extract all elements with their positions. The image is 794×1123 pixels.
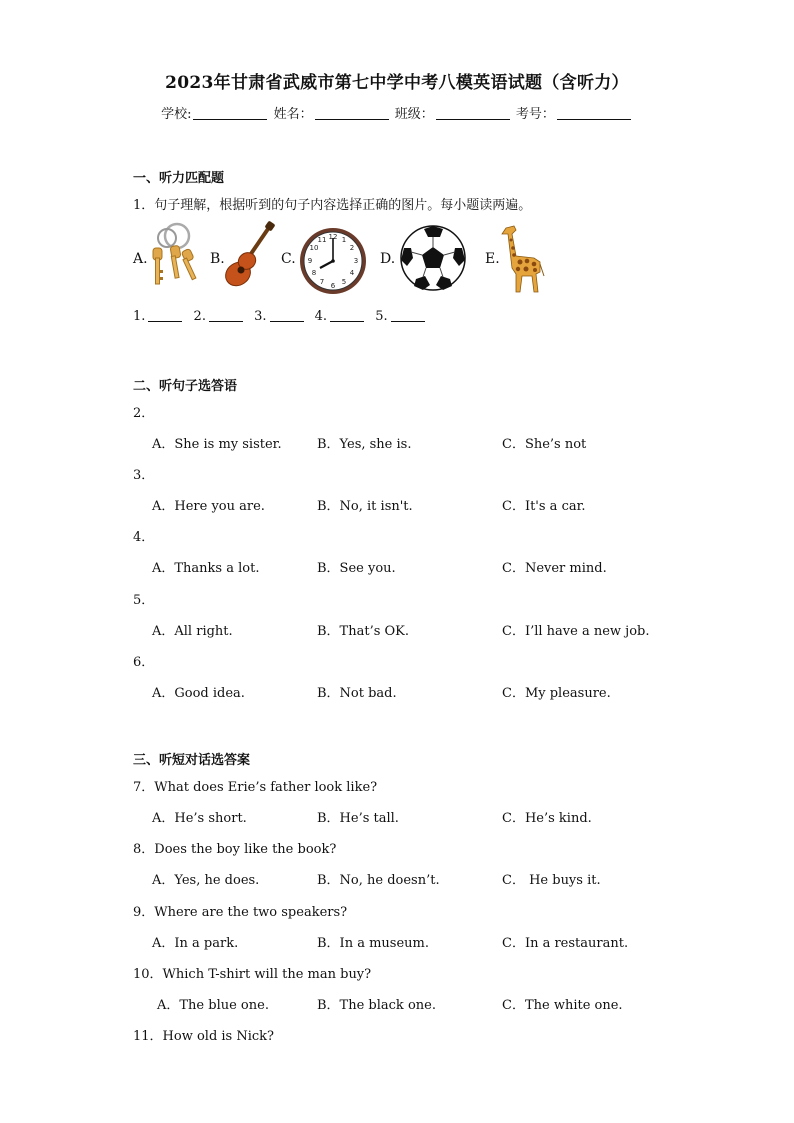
- option-c[interactable]: C．It's a car.: [502, 499, 586, 514]
- svg-text:1: 1: [341, 236, 347, 244]
- svg-text:11: 11: [317, 236, 327, 244]
- option-b[interactable]: B．See you.: [317, 561, 396, 576]
- answer-blank-5[interactable]: [391, 310, 425, 322]
- picture-letter-d: D.: [380, 251, 396, 267]
- name-blank[interactable]: [315, 107, 389, 120]
- answer-blank-1[interactable]: [148, 310, 182, 322]
- page-title: 2023年甘肃省武威市第七中学中考八模英语试题（含听力）: [165, 73, 629, 93]
- option-c[interactable]: C．My pleasure.: [502, 686, 611, 701]
- clock-icon: [298, 226, 368, 296]
- number-blank[interactable]: [557, 107, 631, 120]
- question-number: 2．: [133, 406, 155, 421]
- svg-text:12: 12: [328, 233, 338, 241]
- option-c[interactable]: C．Never mind.: [502, 561, 607, 576]
- number-label: 考号：: [515, 107, 555, 122]
- option-b[interactable]: B．In a museum.: [317, 936, 429, 951]
- option-b[interactable]: B．No, he doesn’t.: [317, 873, 440, 888]
- svg-text:8: 8: [311, 269, 317, 277]
- option-a[interactable]: A．Yes, he does.: [152, 873, 260, 888]
- question-number: 4．: [133, 530, 155, 545]
- svg-text:7: 7: [319, 278, 325, 286]
- picture-letter-a: A.: [133, 251, 148, 267]
- option-b[interactable]: B．Not bad.: [317, 686, 397, 701]
- option-c[interactable]: C．She’s not: [502, 437, 587, 452]
- svg-text:9: 9: [307, 257, 313, 265]
- class-label: 班级：: [394, 107, 434, 122]
- option-b[interactable]: B．No, it isn't.: [317, 499, 413, 514]
- option-c[interactable]: C．The white one.: [502, 998, 623, 1013]
- svg-text:5: 5: [341, 278, 347, 286]
- name-label: 姓名：: [273, 107, 313, 122]
- giraffe-icon: [496, 222, 548, 294]
- svg-text:3: 3: [353, 257, 359, 265]
- option-c[interactable]: C． He buys it.: [502, 873, 601, 888]
- guitar-icon: [222, 220, 278, 290]
- soccer-ball-icon: [399, 224, 467, 292]
- answer-blank-3[interactable]: [270, 310, 304, 322]
- school-blank[interactable]: [193, 107, 267, 120]
- question-number: 3．: [133, 468, 155, 483]
- picture-letter-b: B.: [210, 251, 225, 267]
- section-heading-2: 二、听句子选答语: [133, 379, 238, 394]
- keys-icon: [147, 220, 203, 292]
- picture-letter-c: C.: [281, 251, 296, 267]
- section-heading-1: 一、听力匹配题: [133, 171, 225, 186]
- svg-text:10: 10: [309, 244, 319, 252]
- option-a[interactable]: A．In a park.: [152, 936, 239, 951]
- option-b[interactable]: B．That’s OK.: [317, 624, 410, 639]
- answer-label-2: 2.: [193, 309, 206, 324]
- class-blank[interactable]: [436, 107, 510, 120]
- option-b[interactable]: B．Yes, she is.: [317, 437, 412, 452]
- option-b[interactable]: B．He’s tall.: [317, 811, 399, 826]
- question-number: 5．: [133, 593, 155, 608]
- student-info-line: [0, 103, 794, 122]
- question-text: 10．Which T-shirt will the man buy?: [133, 967, 372, 982]
- option-a[interactable]: A．He’s short.: [152, 811, 247, 826]
- answer-label-1: 1.: [133, 309, 146, 324]
- option-a[interactable]: A．She is my sister.: [152, 437, 282, 452]
- question-number: 6．: [133, 655, 155, 670]
- svg-text:6: 6: [330, 282, 336, 290]
- answer-blank-2[interactable]: [209, 310, 243, 322]
- question-text: 8．Does the boy like the book?: [133, 842, 337, 857]
- section-heading-3: 三、听短对话选答案: [133, 753, 251, 768]
- option-a[interactable]: A．Good idea.: [152, 686, 245, 701]
- answer-blanks-row: [133, 309, 432, 324]
- question-1-instruction: 1．句子理解，根据听到的句子内容选择正确的图片。每小题读两遍。: [133, 198, 532, 213]
- option-a[interactable]: A．Thanks a lot.: [152, 561, 260, 576]
- question-text: 9．Where are the two speakers?: [133, 905, 348, 920]
- answer-label-4: 4.: [314, 309, 328, 324]
- option-a[interactable]: A．The blue one.: [157, 998, 269, 1013]
- svg-text:2: 2: [349, 244, 355, 252]
- question-text: 11．How old is Nick?: [133, 1029, 275, 1044]
- option-a[interactable]: A．Here you are.: [152, 499, 265, 514]
- answer-label-5: 5.: [375, 309, 388, 324]
- option-c[interactable]: C．He’s kind.: [502, 811, 592, 826]
- question-text: 7．What does Erie’s father look like?: [133, 780, 378, 795]
- answer-label-3: 3.: [254, 309, 267, 324]
- option-c[interactable]: C．I’ll have a new job.: [502, 624, 650, 639]
- option-c[interactable]: C．In a restaurant.: [502, 936, 629, 951]
- option-a[interactable]: A．All right.: [152, 624, 233, 639]
- option-b[interactable]: B．The black one.: [317, 998, 436, 1013]
- school-label: 学校:: [161, 107, 192, 122]
- svg-text:4: 4: [349, 269, 355, 277]
- answer-blank-4[interactable]: [330, 310, 364, 322]
- picture-letter-e: E.: [485, 251, 500, 267]
